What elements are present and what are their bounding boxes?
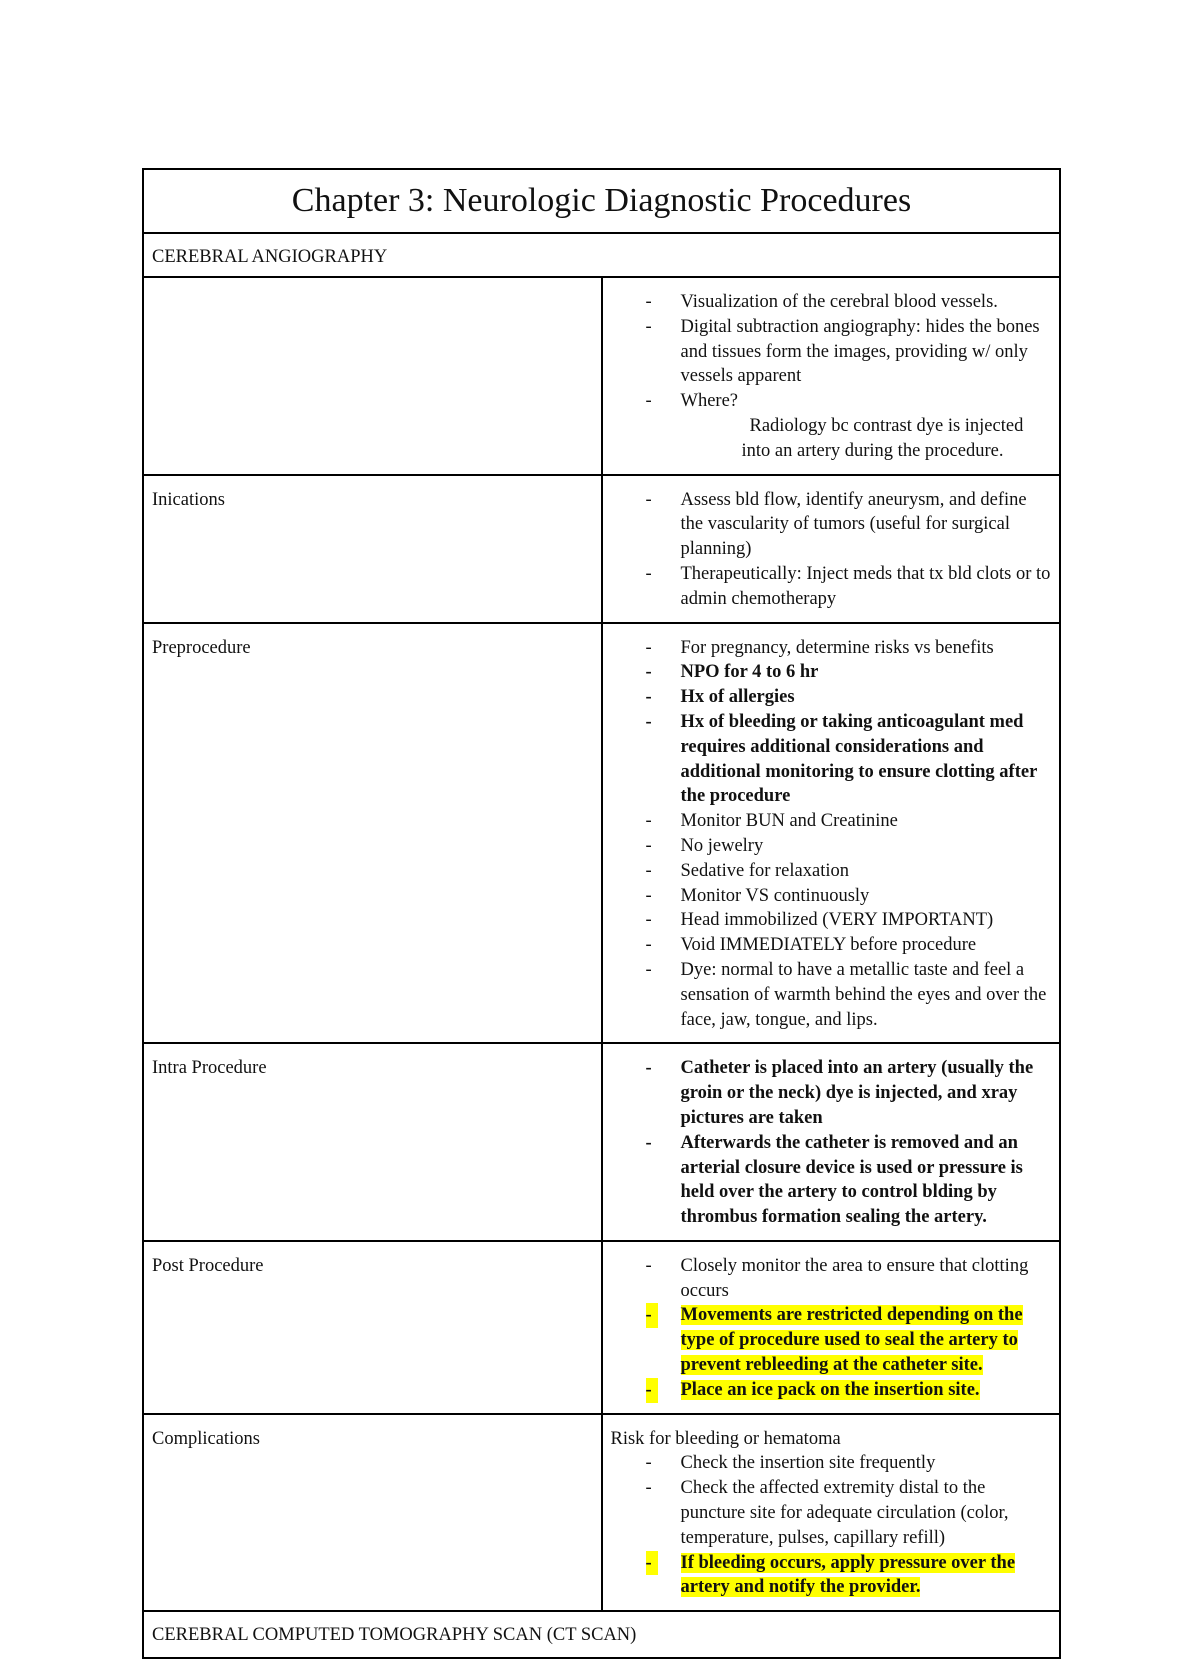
table-row <box>143 1241 1060 1414</box>
row-content-indications <box>602 475 1061 623</box>
highlighted-text: Place an ice pack on the insertion site. <box>680 1379 980 1400</box>
list-item: - Monitor VS continuously <box>681 884 1052 909</box>
list-item <box>681 1378 1052 1403</box>
list-item: - Head immobilized (VERY IMPORTANT) <box>681 908 1052 933</box>
row-content-post <box>602 1241 1061 1414</box>
row-label-post: Post Procedure <box>143 1241 602 1414</box>
section-row <box>143 1611 1060 1658</box>
preprocedure-list <box>611 636 1052 1033</box>
list-item: - Monitor BUN and Creatinine <box>681 809 1052 834</box>
highlighted-text: If bleeding occurs, apply pressure over the artery and notify the provider. <box>680 1552 1016 1598</box>
page-title: Chapter 3: Neurologic Diagnostic Procedures <box>143 169 1060 233</box>
list-item: - Where? <box>681 389 1052 414</box>
list-item: - For pregnancy, determine risks vs benefits <box>681 636 1052 661</box>
list-item: - Afterwards the catheter is removed and an arterial closure device is used or pressure is held over the artery to control blding by thrombus formation sealing the artery. <box>681 1131 1052 1230</box>
list-item: - Check the insertion site frequently <box>681 1451 1052 1476</box>
section-row <box>143 233 1060 277</box>
row-content-intra <box>602 1043 1061 1241</box>
list-item: - NPO for 4 to 6 hr <box>681 660 1052 685</box>
post-list <box>611 1254 1052 1403</box>
overview-note: Radiology bc contrast dye is injected into an artery during the procedure. <box>741 415 1024 461</box>
list-item: - Therapeutically: Inject meds that tx bld clots or to admin chemotherapy <box>681 562 1052 612</box>
list-item: - Assess bld flow, identify aneurysm, and define the vascularity of tumors (useful for surgical planning) <box>681 488 1052 562</box>
table-row <box>143 475 1060 623</box>
list-item: - Sedative for relaxation <box>681 859 1052 884</box>
list-item: - Hx of allergies <box>681 685 1052 710</box>
list-item: - Digital subtraction angiography: hides the bones and tissues form the images, providing w/ only vessels apparent <box>681 315 1052 389</box>
list-item <box>681 1551 1052 1601</box>
table-row <box>143 1414 1060 1612</box>
table-row <box>143 623 1060 1044</box>
intra-list <box>611 1056 1052 1230</box>
list-item: - Closely monitor the area to ensure that clotting occurs <box>681 1254 1052 1304</box>
list-item: - No jewelry <box>681 834 1052 859</box>
highlighted-text: Movements are restricted depending on the type of procedure used to seal the artery to prevent rebleeding at the catheter site. <box>680 1305 1023 1376</box>
row-label-complications: Complications <box>143 1414 602 1612</box>
list-item: - Void IMMEDIATELY before procedure <box>681 933 1052 958</box>
list-item: - Visualization of the cerebral blood vessels. <box>681 290 1052 315</box>
list-item: - Catheter is placed into an artery (usually the groin or the neck) dye is injected, and xray pictures are taken <box>681 1056 1052 1130</box>
section-heading-ct-scan: CEREBRAL COMPUTED TOMOGRAPHY SCAN (CT SCAN) <box>143 1611 1060 1658</box>
list-item: - Check the affected extremity distal to the puncture site for adequate circulation (color, temperature, pulses, capillary refill) <box>681 1476 1052 1550</box>
row-label-preprocedure: Preprocedure <box>143 623 602 1044</box>
section-heading-angiography: CEREBRAL ANGIOGRAPHY <box>143 233 1060 277</box>
row-content-complications <box>602 1414 1061 1612</box>
row-label-intra: Intra Procedure <box>143 1043 602 1241</box>
list-item: - Hx of bleeding or taking anticoagulant med requires additional considerations and additional monitoring to ensure clotting after the procedure <box>681 710 1052 809</box>
list-item <box>681 1303 1052 1377</box>
table-row <box>143 1043 1060 1241</box>
title-row <box>143 169 1060 233</box>
table-row <box>143 277 1060 475</box>
indications-list <box>611 488 1052 612</box>
complications-lead: Risk for bleeding or hematoma <box>610 1428 841 1449</box>
row-label-indications: Inications <box>143 475 602 623</box>
overview-list <box>611 290 1052 414</box>
row-content-preprocedure <box>602 623 1061 1044</box>
notes-table <box>142 168 1061 1659</box>
complications-list <box>611 1451 1052 1600</box>
list-item: - Dye: normal to have a metallic taste and feel a sensation of warmth behind the eyes and over the face, jaw, tongue, and lips. <box>681 958 1052 1032</box>
row-label-overview <box>143 277 602 475</box>
row-content-overview <box>602 277 1061 475</box>
